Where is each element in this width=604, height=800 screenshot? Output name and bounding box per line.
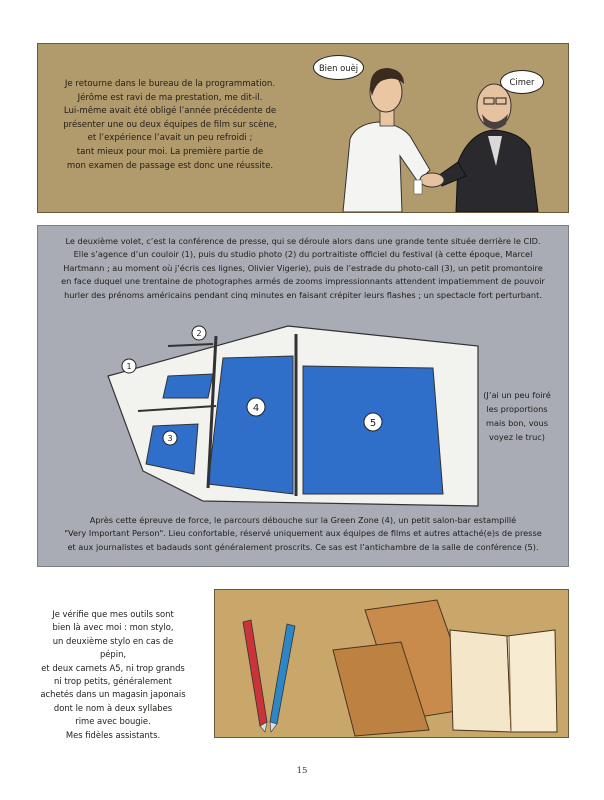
corridor — [163, 374, 213, 398]
room-label-4: 4 — [252, 403, 260, 414]
panel-handshake — [37, 43, 569, 213]
caption-outils: Je vérifie que mes outils sont bien là avec moi : mon stylo, un deuxième stylo en cas de pépin, et deux carnets A5, ni trop grands ni trop petits, généralement achetés dans un magasin japonais dont le nom à deux syllabes rime avec bougie. Mes fidèles assistants. — [40, 609, 186, 740]
panel-pens-notebooks — [214, 589, 569, 738]
red-pen-icon — [243, 620, 267, 732]
room-label-3: 3 — [167, 434, 173, 443]
handshake-illustration — [38, 44, 568, 212]
badge — [414, 180, 422, 194]
man-right-figure — [438, 84, 538, 212]
room-label-1: 1 — [126, 362, 132, 371]
panel-floor-plan — [37, 225, 569, 567]
caption-programmation: Je retourne dans le bureau de la programmation. Jérôme est ravi de ma prestation, me dit-il. Lui-même avait été obligé l’année précédente de présenter une ou deux équipes de film sur scène, et l’expérience l’avait un peu refroidi ; tant mieux pour moi. La première partie de mon examen de passage est donc une réussite. — [63, 79, 277, 171]
room-label-5: 5 — [369, 418, 377, 429]
page-number: 15 — [296, 766, 308, 776]
caption-conference-presse: Le deuxième volet, c’est la conférence de presse, qui se déroule alors dans une grande tente située derrière le CID. Elle s’agence d’un couloir (1), puis du studio photo (2) du portraitiste officiel du festival (à cette époque, Marcel Hartmann ; au moment où j’écris ces lignes, Olivier Vigerie), puis de l’estrade du photo-call (3), un petit promontoire en face duquel une trentaine de photographes armés de zooms impressionnants attendent impatiemment de pouvoir hurler des prénoms américains pendant cinq minutes en faisant crépiter leurs flashes ; un spectacle fort perturbant. — [61, 236, 545, 300]
speech-bubble-left: Bien ouèj — [313, 55, 364, 80]
handshake-hands — [420, 173, 444, 187]
pens-notebooks-illustration — [215, 590, 568, 737]
room-label-2: 2 — [196, 329, 202, 338]
room-4-green-zone — [208, 356, 293, 494]
open-notebook-icon — [450, 630, 557, 732]
aside-note: (J’ai un peu foiré les proportions mais bon, vous voyez le truc) — [483, 390, 551, 442]
caption-green-zone: Après cette épreuve de force, le parcours débouche sur la Green Zone (4), un petit salon-bar estampillé "Very Important Person". Lieu confortable, réservé uniquement aux équipes de films et autres attaché(e)s de presse et aux journalistes et badauds sont généralement proscrits. Ce sas est l’antichambre de la salle de conférence (5). — [64, 515, 542, 552]
speech-bubble-right: Cimer — [500, 70, 544, 94]
blue-pen-icon — [270, 624, 295, 732]
